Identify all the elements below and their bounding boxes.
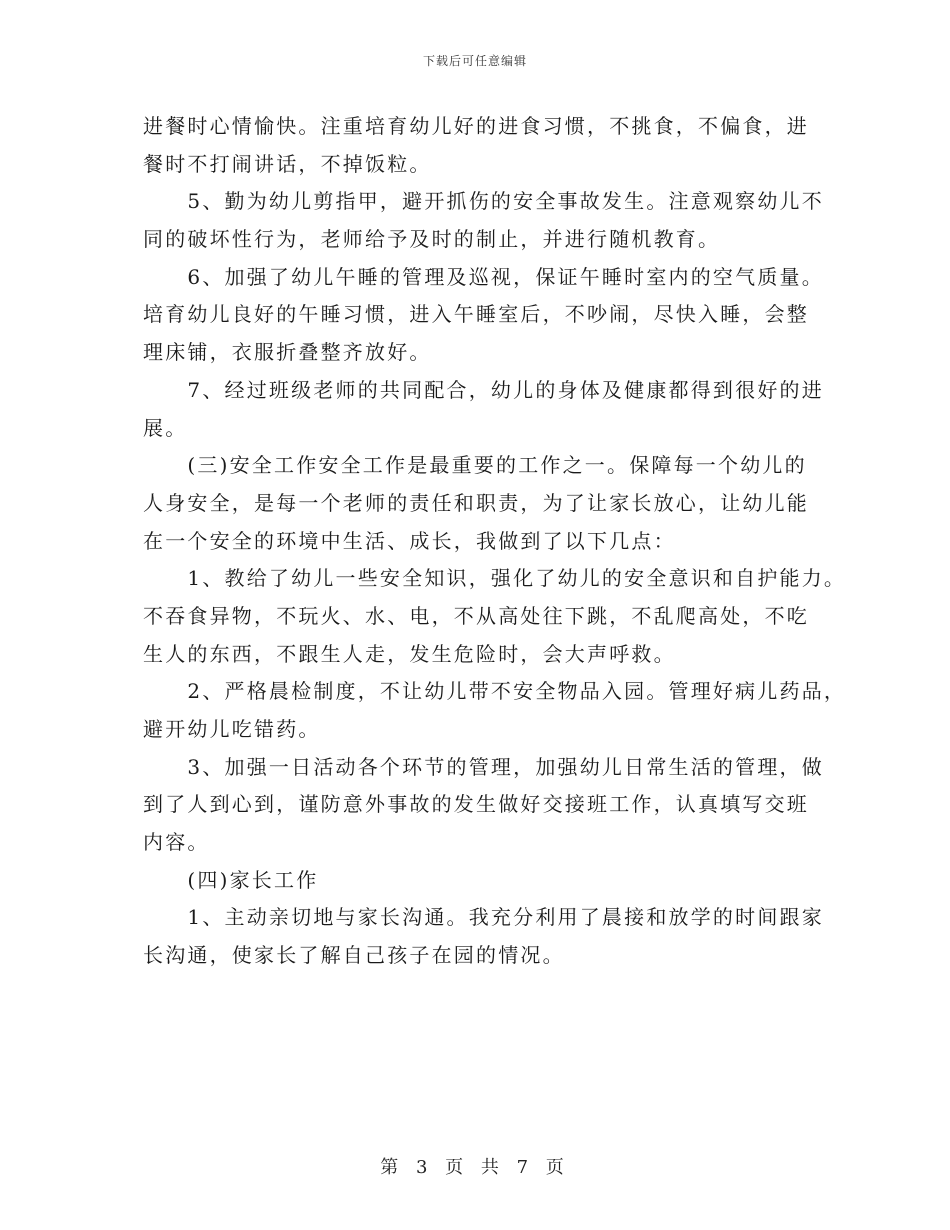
- text-line: 餐时不打闹讲话，不掉饭粒。: [143, 151, 432, 176]
- text-line: 1、主动亲切地与家长沟通。我充分利用了晨接和放学的时间跟家: [143, 905, 824, 930]
- text-line: 6、加强了幼儿午睡的管理及巡视，保证午睡时室内的空气质量。: [143, 264, 824, 289]
- text-line: 7、经过班级老师的共同配合，幼儿的身体及健康都得到很好的进: [143, 377, 824, 402]
- text-line: 避开幼儿吃错药。: [143, 717, 321, 741]
- text-line: 长沟通，使家长了解自己孩子在园的情况。: [143, 943, 565, 968]
- text-line: 理床铺，衣服折叠整齐放好。: [143, 340, 432, 365]
- text-line: 人身安全，是每一个老师的责任和职责，为了让家长放心，让幼儿能: [143, 490, 809, 515]
- text-line: 1、教给了幼儿一些安全知识，强化了幼儿的安全意识和自护能力。: [143, 566, 847, 591]
- text-line: 3、加强一日活动各个环节的管理，加强幼儿日常生活的管理，做: [143, 754, 824, 779]
- text-line: 展。: [143, 415, 188, 440]
- document-body: [143, 108, 847, 975]
- text-line: (三)安全工作安全工作是最重要的工作之一。保障每一个幼儿的: [143, 453, 807, 478]
- text-line: 培育幼儿良好的午睡习惯，进入午睡室后，不吵闹，尽快入睡，会整: [143, 302, 809, 327]
- text-line: 2、严格晨检制度，不让幼儿带不安全物品入园。管理好病儿药品，: [143, 679, 847, 704]
- text-line: 同的破坏性行为，老师给予及时的制止，并进行随机教育。: [143, 227, 721, 252]
- text-line: 生人的东西，不跟生人走，发生危险时，会大声呼救。: [143, 641, 676, 666]
- text-line: 到了人到心到，谨防意外事故的发生做好交接班工作，认真填写交班: [143, 792, 809, 817]
- text-line: 5、勤为幼儿剪指甲，避开抓伤的安全事故发生。注意观察幼儿不: [143, 189, 824, 214]
- page-header: 下载后可任意编辑: [422, 54, 527, 68]
- text-line: 在一个安全的环境中生活、成长，我做到了以下几点：: [143, 528, 676, 553]
- text-line: 进餐时心情愉快。注重培育幼儿好的进食习惯，不挑食，不偏食，进: [143, 114, 809, 138]
- text-line: (四)家长工作: [143, 867, 319, 892]
- text-line: 不吞食异物，不玩火、水、电，不从高处往下跳，不乱爬高处，不吃: [143, 603, 809, 628]
- text-line: 内容。: [143, 830, 210, 855]
- page-footer: 第 3 页 共 7 页: [380, 1157, 570, 1178]
